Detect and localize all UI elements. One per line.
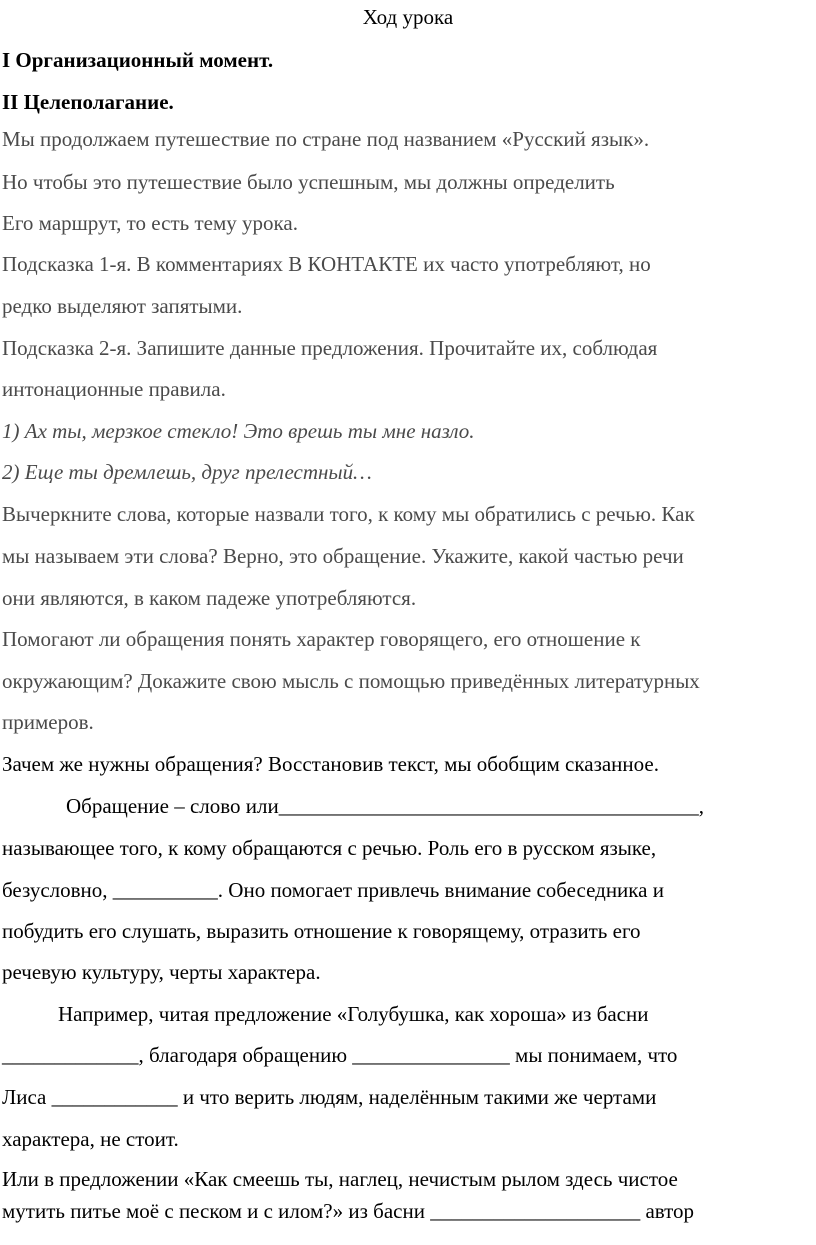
text-line: они являются, в каком падеже употребляются. [2,586,417,610]
question-line: Зачем же нужны обращения? Восстановив текст, мы обобщим сказанное. [2,752,659,776]
hint-1-line: Подсказка 1-я. В комментариях В КОНТАКТЕ их часто употребляют, но [2,252,651,276]
text-line: интонационные правила. [2,377,226,401]
example-sentence-1: 1) Ах ты, мерзкое стекло! Это врешь ты мне назло. [2,419,475,443]
fill-in-line: мутить питье моё с песком и с илом?» из басни ____________________ автор [2,1199,695,1223]
text-line: окружающим? Докажите свою мысль с помощью приведённых литературных [2,669,700,693]
fill-in-line: _____________, благодаря обращению _______________ мы понимаем, что [2,1043,678,1067]
section-heading-goal-setting: II Целеполагание. [2,90,174,114]
text-line: Его маршрут, то есть тему урока. [2,211,298,235]
text-line: побудить его слушать, выразить отношение к говорящему, отразить его [2,919,641,943]
fill-in-line: называющее того, к кому обращаются с речью. Роль его в русском языке, [2,836,657,860]
example-line: Например, читая предложение «Голубушка, как хороша» из басни [58,1002,649,1026]
text-line: редко выделяют запятыми. [2,294,243,318]
fill-in-line: безусловно, __________. Оно помогает привлечь внимание собеседника и [2,878,664,902]
text-line: характера, не стоит. [2,1127,179,1151]
fill-in-line: Обращение – слово или________________________________________, [66,794,704,818]
text-line: Вычеркните слова, которые назвали того, к кому мы обратились с речью. Как [2,502,695,526]
fill-in-line: Лиса ____________ и что верить людям, наделённым такими же чертами [2,1085,657,1109]
text-line: Но чтобы это путешествие было успешным, мы должны определить [2,170,615,194]
text-line: мы называем эти слова? Верно, это обращение. Укажите, какой частью речи [2,544,684,568]
lesson-title: Ход урока [362,5,454,29]
section-heading-organization: I Организационный момент. [2,48,274,72]
hint-2-line: Подсказка 2-я. Запишите данные предложения. Прочитайте их, соблюдая [2,336,658,360]
text-line: Или в предложении «Как смеешь ты, наглец, нечистым рылом здесь чистое [2,1167,678,1191]
text-line: Мы продолжаем путешествие по стране под названием «Русский язык». [2,127,650,151]
text-line: примеров. [2,710,94,734]
example-sentence-2: 2) Еще ты дремлешь, друг прелестный… [2,460,372,484]
text-line: Помогают ли обращения понять характер говорящего, его отношение к [2,627,641,651]
text-line: речевую культуру, черты характера. [2,960,321,984]
